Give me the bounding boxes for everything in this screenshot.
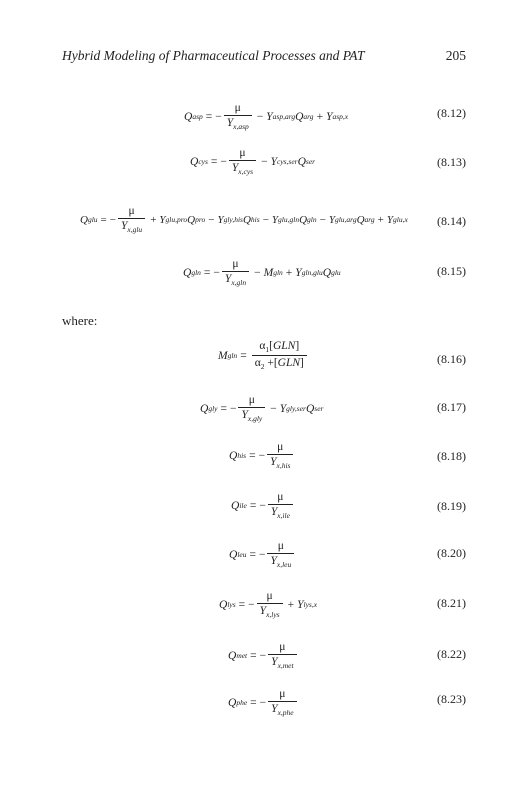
equation-8-17 (0, 394, 528, 434)
equation-number: (8.21) (437, 596, 466, 610)
running-title: Hybrid Modeling of Pharmaceutical Processes and PAT (62, 48, 365, 63)
equation-8-14-body: Q glu = − $\frac{\mu}{Y_{x,glu}}$ + Y glu,pro Q pro − Y gly,his Q his − Y glu,gln Q gln − Y glu,arg Q arg + Y glu,x (80, 205, 408, 234)
equation-number: (8.17) (437, 400, 466, 414)
equation-8-20-body: Q leu = − $\frac{\mu}{Y_{x,leu}}$ (229, 540, 296, 569)
equation-number: (8.15) (437, 264, 466, 278)
equation-8-12 (0, 100, 528, 140)
equation-number: (8.16) (437, 352, 466, 366)
where-label: where: (62, 313, 98, 328)
equation-8-15-body: Q gln = − $\frac{\mu}{Y_{x,gln}}$ − M gln + Y gln,glu Q glu (183, 258, 341, 287)
equation-8-19 (0, 491, 528, 531)
equation-number: (8.13) (437, 155, 466, 169)
equation-number: (8.19) (437, 499, 466, 513)
equation-8-15 (0, 256, 528, 296)
equation-number: (8.22) (437, 647, 466, 661)
equation-number: (8.18) (437, 449, 466, 463)
equation-8-18 (0, 441, 528, 481)
equation-8-12-body: Q asp = − $\frac{\mu}{Y_{x,asp}}$ − Y asp,arg Q arg + Y asp,x (184, 102, 349, 131)
equation-8-20 (0, 540, 528, 580)
equation-number: (8.14) (437, 214, 466, 228)
equation-8-21-body: Q lys = − $\frac{\mu}{Y_{x,lys}}$ + Y lys,x (219, 590, 318, 619)
equation-8-17-body: Q gly = − $\frac{\mu}{Y_{x,gly}}$ − Y gly,ser Q ser (200, 394, 324, 423)
equation-8-16-body: M gln = $\frac{\alpha_1[GLN]}{\alpha_2 +[GLN]}$ (218, 340, 309, 371)
page-number: 205 (445, 48, 466, 63)
equation-number: (8.12) (437, 106, 466, 120)
equation-8-19-body: Q ile = − $\frac{\mu}{Y_{x,ile}}$ (231, 491, 295, 520)
equation-8-22 (0, 641, 528, 681)
equation-number: (8.23) (437, 692, 466, 706)
equation-8-23-body: Q phe = − $\frac{\mu}{Y_{x,phe}}$ (228, 688, 299, 717)
equation-8-22-body: Q met = − $\frac{\mu}{Y_{x,met}}$ (228, 641, 299, 670)
equation-8-23 (0, 688, 528, 728)
equation-8-14 (0, 203, 528, 243)
page-header (62, 48, 466, 66)
equation-number: (8.20) (437, 546, 466, 560)
equation-8-13 (0, 145, 528, 185)
equation-8-18-body: Q his = − $\frac{\mu}{Y_{x,his}}$ (229, 441, 295, 470)
equation-8-16 (0, 340, 528, 380)
equation-8-13-body: Q cys = − $\frac{\mu}{Y_{x,cys}}$ − Y cys,ser Q ser (190, 147, 316, 176)
equation-8-21 (0, 590, 528, 630)
